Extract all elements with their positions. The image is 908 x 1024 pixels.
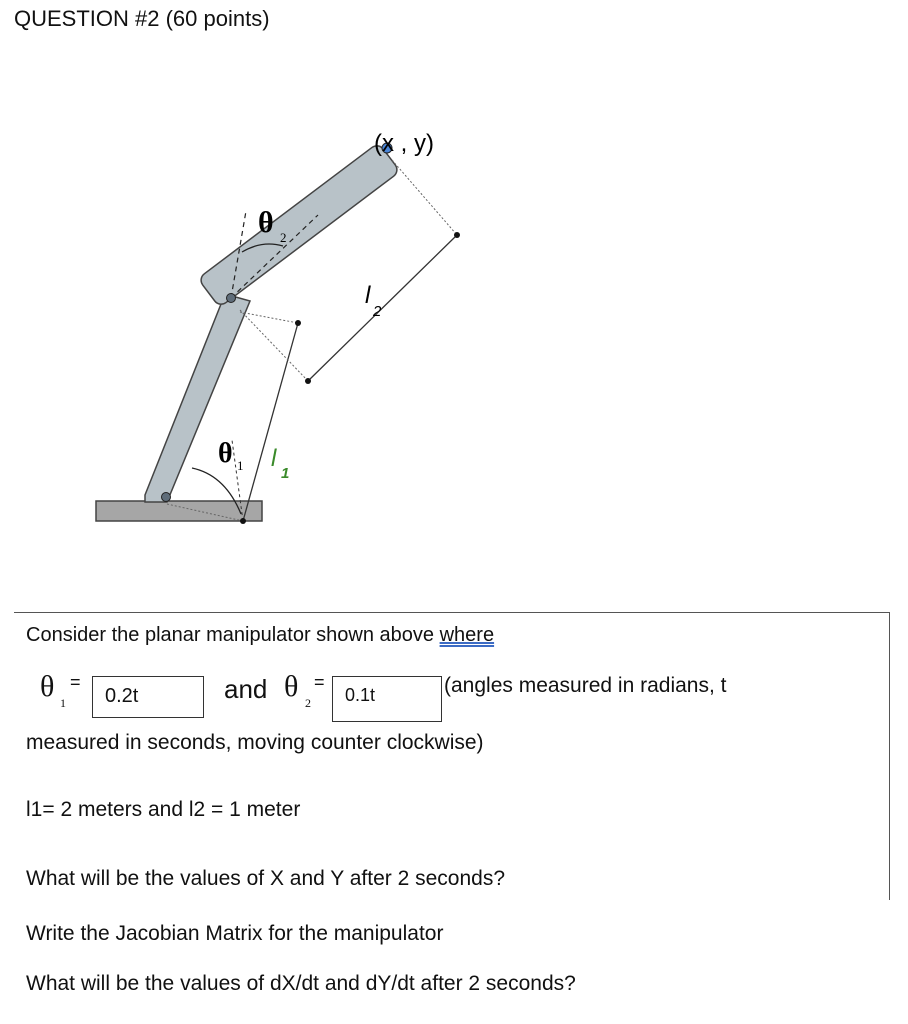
theta2-equals: = xyxy=(314,672,325,692)
theta1-equals: = xyxy=(70,672,81,692)
l2-dimension-line xyxy=(308,235,457,381)
base-joint xyxy=(162,493,171,502)
where-link: where xyxy=(439,624,495,646)
question-title: QUESTION #2 (60 points) xyxy=(14,6,270,31)
theta2-value-box[interactable]: 0.1t xyxy=(332,676,442,722)
base-plate xyxy=(96,501,262,521)
intro-text: Consider the planar manipulator shown above xyxy=(26,624,440,646)
question-intro xyxy=(26,624,494,647)
theta1-symbol: θ xyxy=(218,438,233,469)
question-derivatives: What will be the values of dX/dt and dY/dt after 2 seconds? xyxy=(26,972,576,995)
question-jacobian: Write the Jacobian Matrix for the manipulator xyxy=(26,922,444,945)
theta2-symbol: θ xyxy=(258,206,274,239)
angles-note: (angles measured in radians, t xyxy=(444,674,727,697)
and-text: and xyxy=(224,674,268,704)
theta1-subscript: 1 xyxy=(237,458,244,473)
theta2-symbol-text: θ xyxy=(284,670,299,703)
link-lengths: l1= 2 meters and l2 = 1 meter xyxy=(26,798,301,821)
l1-dimension-line xyxy=(243,323,298,521)
l1-letter: l xyxy=(271,445,277,472)
theta2-subscript: 2 xyxy=(280,230,287,245)
theta1-value-box[interactable]: 0.2t xyxy=(92,676,204,718)
theta2-sub-text: 2 xyxy=(305,696,311,710)
question-line3: measured in seconds, moving counter clockwise) xyxy=(26,731,484,754)
elbow-joint xyxy=(227,294,236,303)
l1-subscript: 1 xyxy=(281,465,290,482)
l2-subscript: 2 xyxy=(373,303,382,320)
theta1-symbol-text: θ xyxy=(40,670,55,703)
endpoint-label: (x , y) xyxy=(374,130,434,157)
link-1 xyxy=(145,294,250,502)
question-box xyxy=(14,612,890,900)
question-xy: What will be the values of X and Y after 2 seconds? xyxy=(26,867,506,890)
theta1-sub-text: 1 xyxy=(60,696,66,710)
l2-letter: l xyxy=(365,282,371,309)
